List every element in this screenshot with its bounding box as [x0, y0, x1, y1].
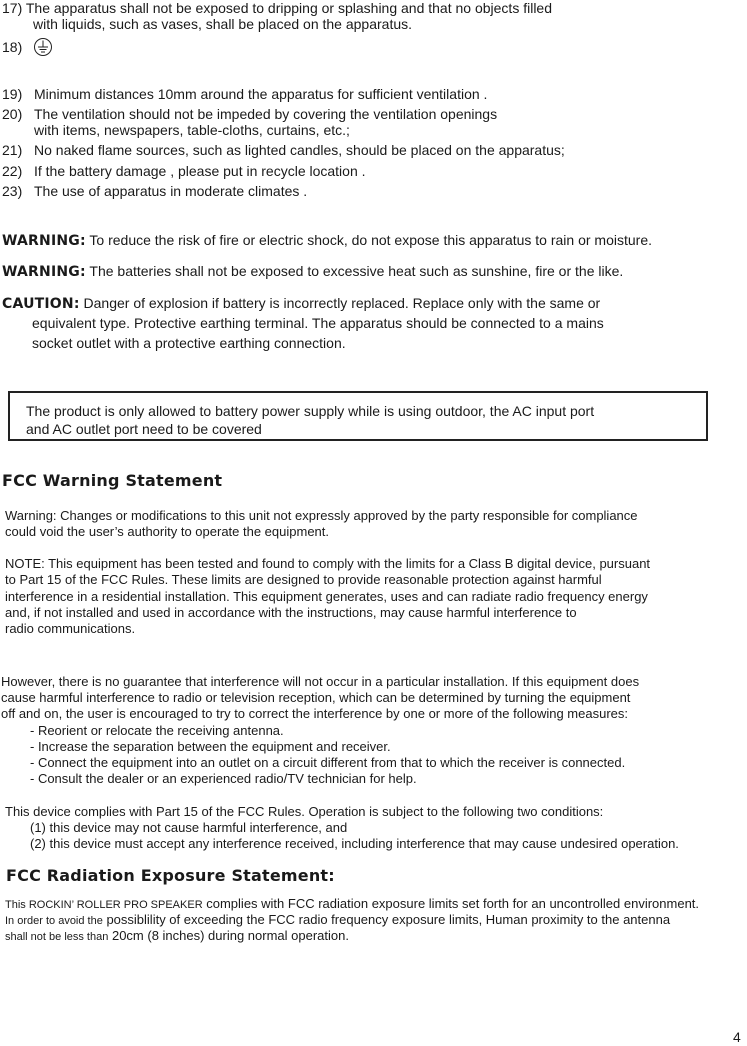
- notice-line-1: The product is only allowed to battery power supply while is using outdoor, the AC input port: [26, 403, 595, 419]
- fcc-however-line-2: cause harmful interference to radio or television reception, which can be determined by turning the equipment: [1, 690, 631, 705]
- item-20-line-2: with items, newspapers, table-cloths, curtains, etc.;: [34, 122, 350, 138]
- notice-line-2: and AC outlet port need to be covered: [26, 421, 262, 437]
- item-number: 22): [2, 163, 23, 179]
- item-23: [2, 183, 307, 200]
- item-17-line-2: with liquids, such as vases, shall be placed on the apparatus.: [33, 16, 413, 32]
- fcc-measure-1: - Reorient or relocate the receiving antenna.: [30, 723, 284, 738]
- item-text: The apparatus shall not be exposed to dripping or splashing and that no objects filled: [25, 0, 553, 16]
- item-number: 18): [2, 39, 23, 55]
- caution-label: CAUTION:: [2, 296, 80, 312]
- radiation-text-small: shall not be less than: [5, 931, 109, 943]
- fcc-note-line-4: and, if not installed and used in accordance with the instructions, may cause harmful interference to: [5, 605, 577, 620]
- radiation-line-1: [5, 896, 699, 912]
- ground-symbol-icon: [33, 37, 53, 57]
- item-text: The ventilation should not be impeded by covering the ventilation openings: [34, 106, 498, 122]
- warning-1: [2, 232, 652, 250]
- radiation-text: complies with FCC radiation exposure limits set forth for an uncontrolled environment.: [202, 896, 700, 911]
- item-19: [2, 86, 487, 103]
- item-number: 20): [2, 106, 23, 122]
- item-20: [2, 106, 497, 123]
- fcc-condition-2: (2) this device must accept any interference received, including interference that may cause undesired operation.: [30, 836, 679, 851]
- fcc-warning-line-2: could void the user’s authority to operate the equipment.: [5, 524, 330, 539]
- item-text: If the battery damage , please put in recycle location .: [34, 163, 366, 179]
- caution-line-3: socket outlet with a protective earthing connection.: [32, 335, 346, 351]
- caution-line-2: equivalent type. Protective earthing terminal. The apparatus should be connected to a mains: [32, 315, 604, 331]
- radiation-text: 20cm (8 inches) during normal operation.: [108, 928, 349, 943]
- page-number: 4: [733, 1029, 741, 1045]
- fcc-measure-2: - Increase the separation between the equipment and receiver.: [30, 739, 391, 754]
- item-18: [2, 39, 22, 56]
- caution-text: Danger of explosion if battery is incorrectly replaced. Replace only with the same or: [79, 295, 601, 311]
- item-text: Minimum distances 10mm around the apparatus for sufficient ventilation .: [34, 86, 488, 102]
- item-number: 19): [2, 86, 23, 102]
- item-17: [2, 0, 552, 17]
- item-22: [2, 163, 366, 180]
- fcc-note-line-3: interference in a residential installation. This equipment generates, uses and can radiate radio frequency energy: [5, 589, 648, 604]
- item-text: No naked flame sources, such as lighted candles, should be placed on the apparatus;: [34, 142, 565, 158]
- fcc-warning-line-1: Warning: Changes or modifications to this unit not expressly approved by the party responsible for compliance: [5, 508, 638, 523]
- item-21: [2, 142, 565, 159]
- fcc-note-line-2: to Part 15 of the FCC Rules. These limits are designed to provide reasonable protection against harmful: [5, 572, 602, 587]
- fcc-complies: This device complies with Part 15 of the FCC Rules. Operation is subject to the following two conditions:: [5, 804, 604, 819]
- fcc-note-line-5: radio communications.: [5, 621, 136, 636]
- warning-text: To reduce the risk of fire or electric shock, do not expose this apparatus to rain or moisture.: [85, 232, 653, 248]
- warning-label: WARNING:: [2, 233, 86, 249]
- warning-2: [2, 263, 623, 281]
- fcc-note-line-1: NOTE: This equipment has been tested and found to comply with the limits for a Class B digital device, pursuant: [5, 556, 651, 571]
- fcc-however-line-1: However, there is no guarantee that interference will not occur in a particular installation. If this equipment does: [1, 674, 640, 689]
- radiation-text-small: In order to avoid the: [5, 915, 103, 927]
- item-number: 17): [2, 0, 23, 16]
- fcc-measure-3: - Connect the equipment into an outlet on a circuit different from that to which the receiver is connected.: [30, 755, 626, 770]
- fcc-heading: FCC Warning Statement: [2, 471, 223, 490]
- fcc-measure-4: - Consult the dealer or an experienced radio/TV technician for help.: [30, 771, 417, 786]
- radiation-text: possiblility of exceeding the FCC radio frequency exposure limits, Human proximity to the antenna: [102, 912, 671, 927]
- warning-label: WARNING:: [2, 264, 86, 280]
- radiation-line-3: [5, 928, 349, 944]
- caution: [2, 295, 600, 313]
- product-name: This ROCKIN’ ROLLER PRO SPEAKER: [5, 899, 203, 911]
- radiation-line-2: [5, 912, 670, 928]
- warning-text: The batteries shall not be exposed to excessive heat such as sunshine, fire or the like.: [85, 263, 624, 279]
- item-number: 21): [2, 142, 23, 158]
- item-text: The use of apparatus in moderate climates .: [34, 183, 308, 199]
- fcc-however-line-3: off and on, the user is encouraged to try to correct the interference by one or more of the following measures:: [1, 706, 628, 721]
- fcc-condition-1: (1) this device may not cause harmful interference, and: [30, 820, 348, 835]
- item-number: 23): [2, 183, 23, 199]
- radiation-heading: FCC Radiation Exposure Statement:: [6, 866, 335, 885]
